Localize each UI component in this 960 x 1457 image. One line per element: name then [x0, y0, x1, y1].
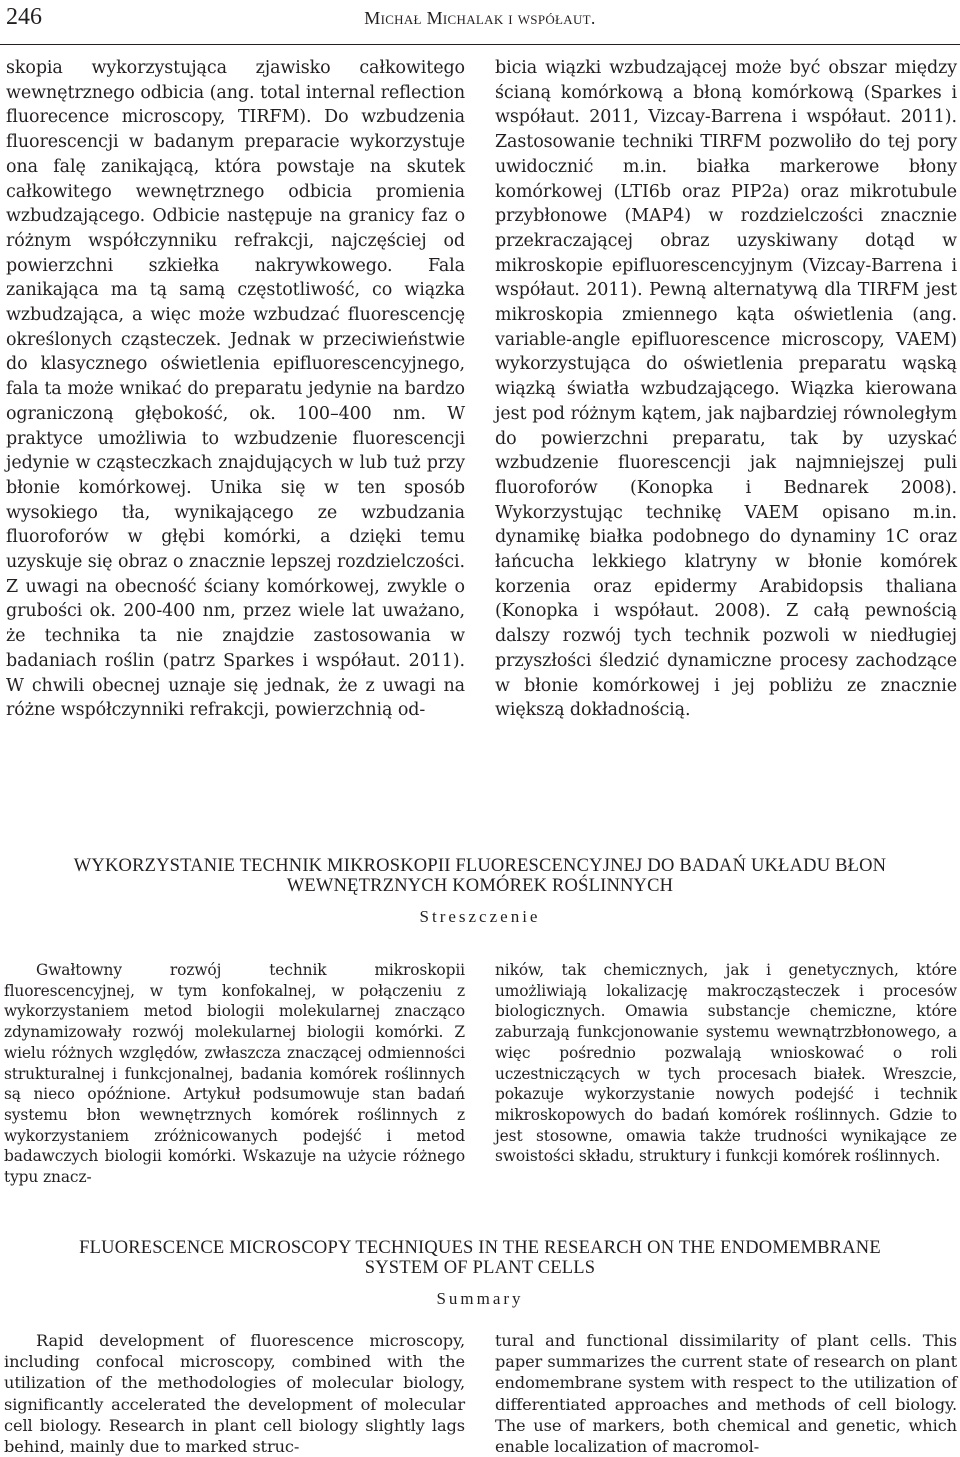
polish-abstract-left-text: Gwałtowny rozwój technik mikroskopii fluorescencyjnej, w tym konfokalnej, w połączeniu z wykorzystaniem metod biologii molekularnej znacząco zdynamizowały rozwój molekularnej biologii komórki. Z wielu różnych względów, zwłaszcza znaczącej odmienności strukturalnej i funkcjonalnej, badania komórek roślinnych są nieco opóźnione. Artykuł podsumowuje stan badań systemu błon wewnętrznych komórek roślinnych z wykorzystaniem zróżnicowanych podejść i metod badawczych biologii komórki. Wskazuje na użycie różnego typu znacz- — [4, 961, 465, 1187]
english-summary-right-text: tural and functional dissimilarity of plant cells. This paper summarizes the current state of research on plant endomembrane system with respect to the utilization of differentiated approaches and methods of cell biology. The use of markers, both chemical and genetic, which enable localization of macromol- — [495, 1331, 957, 1457]
english-summary-left-text: Rapid development of fluorescence microscopy, including confocal microscopy, combined with the utilization of the methodologies of molecular biology, significantly accelerated the development of molecular cell biology. Research in plant cell biology slightly lags behind, mainly due to marked struc- — [4, 1331, 465, 1457]
body-left-column — [6, 56, 465, 723]
running-head: Michał Michalak i współaut. — [364, 8, 596, 28]
english-summary-left — [4, 1330, 465, 1457]
page-number: 246 — [6, 4, 42, 30]
polish-abstract-title — [0, 856, 960, 896]
body-right-column — [495, 56, 957, 723]
polish-title-line2: WEWNĘTRZNYCH KOMÓREK ROŚLINNYCH — [286, 876, 674, 896]
polish-abstract-right — [495, 960, 957, 1167]
english-summary-right — [495, 1330, 957, 1457]
english-title-line2: SYSTEM OF PLANT CELLS — [364, 1258, 596, 1278]
english-summary-subtitle: Summary — [436, 1289, 524, 1308]
polish-title-line1: WYKORZYSTANIE TECHNIK MIKROSKOPII FLUORESCENCYJNEJ DO BADAŃ UKŁADU BŁON — [73, 856, 887, 876]
english-title-line1: FLUORESCENCE MICROSCOPY TECHNIQUES IN THE RESEARCH ON THE ENDOMEMBRANE — [79, 1238, 881, 1258]
polish-abstract-left — [4, 960, 465, 1188]
english-summary-title — [0, 1238, 960, 1278]
polish-abstract-right-text: ników, tak chemicznych, jak i genetycznych, które umożliwiają lokalizację makrocząsteczek i procesów biologicznych. Omawia substancje chemiczne, które zaburzają funkcjonowanie systemu wewnątrzbłonowego, a więc pośrednio pozwalają wnioskować o roli uczestniczących w tych procesach białek. Wreszcie, pokazuje wykorzystanie nowych podejść i technik mikroskopowych do badań komórek roślinnych. Gdzie to jest stosowne, omawia także trudności wynikające ze swoistości składu, struktury i funkcji komórek roślinnych. — [495, 961, 957, 1166]
body-right-text: bicia wiązki wzbudzającej może być obszar między ścianą komórkową a błoną komórkową (Sparkes i współaut. 2011, Vizcay-Barrena i współaut. 2011). Zastosowanie techniki TIRFM pozwoliło do tej pory uwidocznić m.in. białka markerowe błony komórkowej (LTI6b oraz PIP2a) oraz mikrotubule przybłonowe (MAP4) w rozdzielczości znacznie przekraczającej obraz uzyskiwany dotąd w mikroskopie epifluorescencyjnym (Vizcay-Barrena i współaut. 2011). Pewną alternatywą dla TIRFM jest mikroskopia zmiennego kąta oświetlenia (ang. variable-angle epifluorescence microscopy, VAEM) wykorzystująca do oświetlenia preparatu wąską wiązką światła wzbudzającego. Wiązka kierowana jest pod różnym kątem, jak najbardziej równoległym do powierzchni preparatu, tak by uzyskać wzbudzenie fluorescencji jak najmniejszej puli fluoroforów (Konopka i Bednarek 2008). Wykorzystując technikę VAEM opisano m.in. dynamikę białka podobnego do dynaminy 1C oraz łańcucha lekkiego klatryny w błonie komórek korzenia oraz epidermy Arabidopsis thaliana (Konopka i współaut. 2008). Z całą pewnością dalszy rozwój tych technik pozwoli w niedługiej przyszłości śledzić dynamiczne procesy zachodzące w błonie komórkowej i jej pobliżu ze znacznie większą dokładnością. — [495, 58, 957, 721]
body-left-text: skopia wykorzystująca zjawisko całkowitego wewnętrznego odbicia (ang. total internal reflection fluorecence microscopy, TIRFM). Do wzbudzenia fluorescencji w badanym preparacie wykorzystuje ona falę zanikającą, która powstaje na skutek całkowitego wewnętrznego odbicia promienia wzbudzającego. Odbicie następuje na granicy faz o różnym współczynniku refrakcji, najczęściej od powierzchni szkiełka nakrywkowego. Fala zanikająca ma tą samą częstotliwość, co wiązka wzbudzająca, a więc może wzbudzać fluorescencję określonych cząsteczek. Jednak w przeciwieństwie do klasycznego oświetlenia epifluorescencyjnego, fala ta może wnikać do preparatu jedynie na bardzo ograniczoną głębokość, ok. 100–400 nm. W praktyce umożliwia to wzbudzenie fluorescencji jedynie w cząsteczkach znajdujących w lub tuż przy błonie komórkowej. Unika się w ten sposób wysokiego tła, wynikającego ze wzbudzania fluoroforów w głębi komórki, a dzięki temu uzyskuje się obraz o znacznie lepszej rozdzielczości. Z uwagi na obecność ściany komórkowej, zwykle o grubości ok. 200-400 nm, przez wiele lat uważano, że technika ta nie znajdzie zastosowania w badaniach roślin (patrz Sparkes i współaut. 2011). W chwili obecnej uznaje się jednak, że z uwagi na różne współczynniki refrakcji, powierzchnią od- — [6, 58, 465, 721]
page-header — [0, 0, 960, 45]
polish-abstract-subtitle: Streszczenie — [419, 907, 541, 926]
